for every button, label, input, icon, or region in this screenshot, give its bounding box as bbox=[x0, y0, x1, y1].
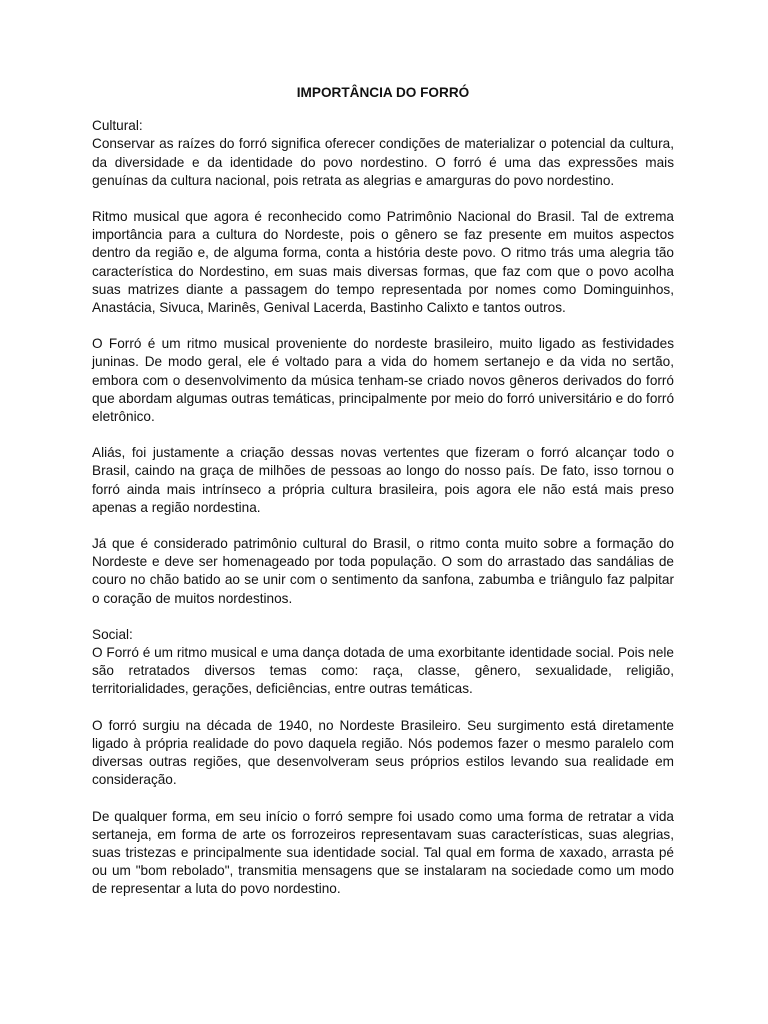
paragraph: Aliás, foi justamente a criação dessas novas vertentes que fizeram o forró alcançar todo o Brasil, caindo na graça de milhões de pessoas ao longo do nosso país. De fato, isso tornou o forró ainda mais intrínseco a própria cultura brasileira, pois agora ele não está mais preso apenas a região nordestina. bbox=[92, 445, 674, 515]
document-title: IMPORTÂNCIA DO FORRÓ bbox=[296, 85, 470, 100]
paragraph: O forró surgiu na década de 1940, no Nordeste Brasileiro. Seu surgimento está diretamente ligado à própria realidade do povo daquela região. Nós podemos fazer o mesmo paralelo com diversas outras regiões, que desenvolveram seus próprios estilos levando sua realidade em consideração. bbox=[92, 717, 674, 788]
paragraph: O Forró é um ritmo musical e uma dança dotada de uma exorbitante identidade social. Pois nele são retratados diversos temas como: raça, classe, gênero, sexualidade, religião, territorialidades, gerações, deficiências, entre outras temáticas. bbox=[92, 645, 674, 697]
section-label-cultural: Cultural: bbox=[92, 118, 143, 134]
paragraph: Já que é considerado patrimônio cultural do Brasil, o ritmo conta muito sobre a formação do Nordeste e deve ser homenageado por toda população. O som do arrastado das sandálias de couro no chão batido ao se unir com o sentimento da sanfona, zabumba e triângulo faz palpitar o coração de muitos nordestinos. bbox=[92, 536, 674, 606]
paragraph: Conservar as raízes do forró significa oferecer condições de materializar o potencial da cultura, da diversidade e da identidade do povo nordestino. O forró é uma das expressões mais genuínas da cultura nacional, pois retrata as alegrias e amarguras do povo nordestino. bbox=[92, 136, 674, 188]
document-page bbox=[92, 84, 674, 917]
section-label-social: Social: bbox=[92, 626, 133, 642]
paragraph: De qualquer forma, em seu início o forró sempre foi usado como uma forma de retratar a vida sertaneja, em forma de arte os forrozeiros representavam suas características, suas alegrias, suas tristezas e principalmente sua identidade social. Tal qual em forma de xaxado, arrasta pé ou um "bom rebolado", transmitia mensagens que se instalaram na sociedade como um modo de representar a luta do povo nordestino. bbox=[92, 808, 674, 897]
paragraph: O Forró é um ritmo musical proveniente do nordeste brasileiro, muito ligado as festividades juninas. De modo geral, ele é voltado para a vida do homem sertanejo e da vida no sertão, embora com o desenvolvimento da música tenham-se criado novos gêneros derivados do forró que abordam algumas outras temáticas, principalmente por meio do forró universitário e do forró eletrônico. bbox=[92, 336, 674, 425]
section-social bbox=[92, 626, 674, 899]
section-cultural bbox=[92, 117, 674, 608]
paragraph: Ritmo musical que agora é reconhecido como Patrimônio Nacional do Brasil. Tal de extrema importância para a cultura do Nordeste, pois o gênero se faz presente em muitos aspectos dentro da região e, de alguma forma, conta a história deste povo. O ritmo trás uma alegria tão característica do Nordestino, em suas mais diversas formas, que faz com que o povo acolha suas matrizes diante a passagem do tempo representada por nomes como Dominguinhos, Anastácia, Sivuca, Marinês, Genival Lacerda, Bastinho Calixto e tantos outros. bbox=[92, 209, 674, 316]
